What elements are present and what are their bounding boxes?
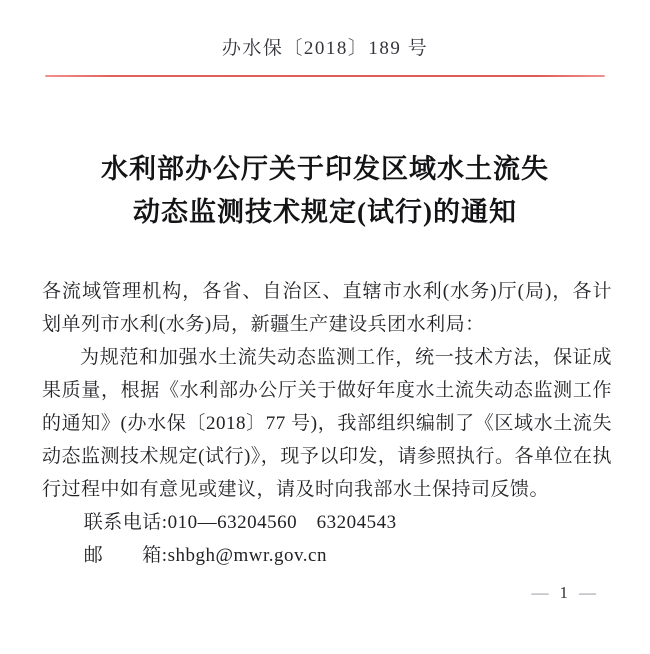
page-number-value: 1: [559, 583, 570, 602]
document-number: 办水保〔2018〕189 号: [221, 38, 429, 59]
paragraph-addressee: 各流域管理机构，各省、自治区、直辖市水利(水务)厅(局)，各计划单列市水利(水务)局，新疆生产建设兵团水利局：: [42, 281, 612, 335]
contact-phone-line: 联系电话:010—63204560 63204543: [83, 512, 397, 533]
page-title-line-1: 水利部办公厅关于印发区域水土流失: [101, 154, 549, 184]
page-number: [532, 582, 599, 604]
page-number-dash-left: —: [531, 583, 551, 602]
page-title: [0, 148, 650, 234]
document-body: [42, 275, 612, 572]
paragraph-main: 为规范和加强水土流失动态监测工作，统一技术方法，保证成果质量，根据《水利部办公厅关于做好年度水土流失动态监测工作的通知》(办水保〔2018〕77 号)，我部组织编制了《区域水土流失动态监测技术规定(试行)》，现予以印发，请参照执行。各单位在执行过程中如有意见或建议，请及时向我部水土保持司反馈。: [42, 347, 612, 500]
page-number-dash-right: —: [579, 583, 598, 602]
contact-email-line: 邮 箱:shbgh@mwr.gov.cn: [83, 545, 327, 566]
red-divider-line: [45, 75, 605, 77]
page-title-line-2: 动态监测技术规定(试行)的通知: [133, 197, 517, 227]
